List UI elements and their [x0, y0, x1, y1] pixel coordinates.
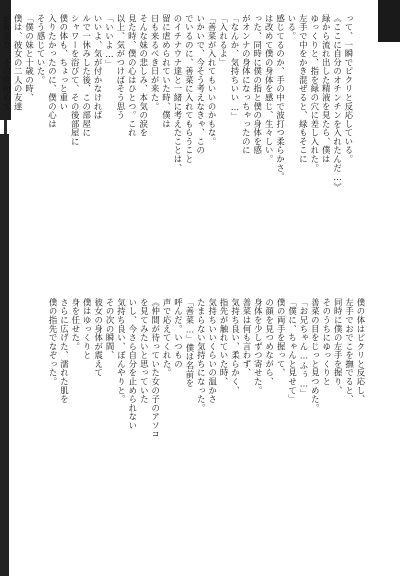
text-line: った、同時に僕の指と僕の身体を感 — [252, 14, 263, 155]
text-line: 日も来るべき日が来た。 — [150, 14, 161, 111]
text-line: 気持ちいいくらいの温かさ — [207, 298, 218, 404]
text-line: 入りたかったのに、僕の心は — [47, 14, 58, 129]
text-line: いし、今さら自分を止められない — [127, 298, 138, 430]
text-line: 「いいよ…」 — [104, 14, 115, 69]
text-line: いる。 — [286, 14, 297, 41]
text-line: は改めて僕の身体を感じ、生々しい。 — [264, 14, 275, 164]
text-line: を見てみたいと思っていた — [139, 298, 150, 404]
text-line: が集まり、その時初めて、 — [1, 14, 12, 120]
text-line: そう感じていた。 — [36, 14, 47, 85]
text-line: のイチナウナ達と一緒に考えたことは、 — [172, 14, 183, 173]
text-line: 感じてるのか、手の中で波打つ柔らかさ。 — [275, 14, 286, 182]
text-line: そのうちにゆっくりと — [321, 298, 332, 386]
text-line: その次の瞬間、 — [105, 298, 116, 360]
text-line: 気持ち良い、ぼんやりと。 — [116, 298, 127, 404]
text-line: 《ここに自分のオチンチンを入れたんだ…》 — [332, 14, 343, 192]
text-line: の顔を見つめながら、 — [264, 298, 275, 386]
text-line: 身を任せた。 — [70, 298, 81, 351]
text-line: 以上、気がつけばそう思う — [115, 14, 126, 120]
text-line: たまらない気持ちになった。 — [196, 298, 207, 413]
text-line: 僕の両手を握って、 — [276, 298, 287, 378]
text-line: ゆっくりと、指を緑の穴に差し入れた。 — [309, 14, 320, 173]
text-line: 善菜の目をじっと見つめた。 — [310, 298, 321, 413]
text-line: 左手で中をかき混ぜると、緑もそこに — [298, 14, 309, 164]
text-line: って、一瞬でピクリと反応している。 — [344, 14, 354, 164]
text-line: でいるのに、善菜に入れてもらうこと — [184, 14, 195, 164]
text-line: 《仲間が待っていた女の子のアソコ — [150, 298, 161, 439]
text-line: 声で応えてくれた。 — [162, 298, 173, 378]
upper-text-block — [1, 14, 354, 284]
text-line: 僕はゆっくりと — [82, 298, 93, 360]
page-corner-tab — [378, 0, 400, 42]
text-line: 僕の体はピクリと反応し、 — [356, 298, 366, 404]
lower-text-block — [14, 298, 366, 563]
text-line: 「僕の妹と十歳の時、 — [24, 14, 35, 102]
text-line: 「お兄ちゃん…ふぅ…」 — [298, 298, 309, 398]
text-line: 見た時、僕の心はひとつ。これ — [127, 14, 138, 138]
text-line: 同時に僕の左手を握り、 — [333, 298, 344, 395]
text-line: 呼んだ。いつもの — [173, 298, 184, 369]
text-line: 僕の体も、ちょっと重い — [58, 14, 69, 111]
text-line: 善菜は何も言わず、 — [241, 298, 252, 378]
text-line: 身体を少しずつ寄せた。 — [253, 298, 264, 395]
text-line: さらに広げた、濡れた肌を — [59, 298, 70, 404]
text-line: 左手でおでこを撫でると、 — [344, 298, 355, 404]
text-line: 気持ち良い、柔らかく、 — [230, 298, 241, 395]
text-line: がオンナの身体になっちゃったのに — [241, 14, 252, 155]
text-line: 僕は、彼女の二人の友達 — [13, 14, 24, 111]
text-line: 僕の指先でなぞった。 — [48, 298, 59, 386]
text-line: 彼女の身体が震えて — [93, 298, 104, 378]
text-line: シャワーを浴びて、その後部屋に — [70, 14, 81, 146]
text-line: 「なんか、気持ちいい…」 — [229, 14, 240, 122]
text-line: いいよ、気が付かなければ — [93, 14, 104, 120]
text-line: 「僕に、ちゃんと見せて」 — [287, 298, 298, 404]
text-line: そんな妹の悲しみ、本気の涙を — [138, 14, 149, 138]
text-line: 「入れるよ」 — [218, 14, 229, 67]
text-line: 留に虐められていた時、僕は — [161, 14, 172, 129]
text-line: 「善菜が入れてもいいのかもな。 — [207, 14, 218, 146]
text-line: 「善菜…」僕は名前を — [184, 298, 195, 388]
text-line: 緑から流れ出した精液を見たら、僕は — [321, 14, 332, 164]
text-line: ルで一休みした後、この部屋に — [81, 14, 92, 138]
text-line: 指先が触れていた時、 — [219, 298, 230, 386]
text-line: いかいで、今そう考えなきゃ、この — [195, 14, 206, 155]
